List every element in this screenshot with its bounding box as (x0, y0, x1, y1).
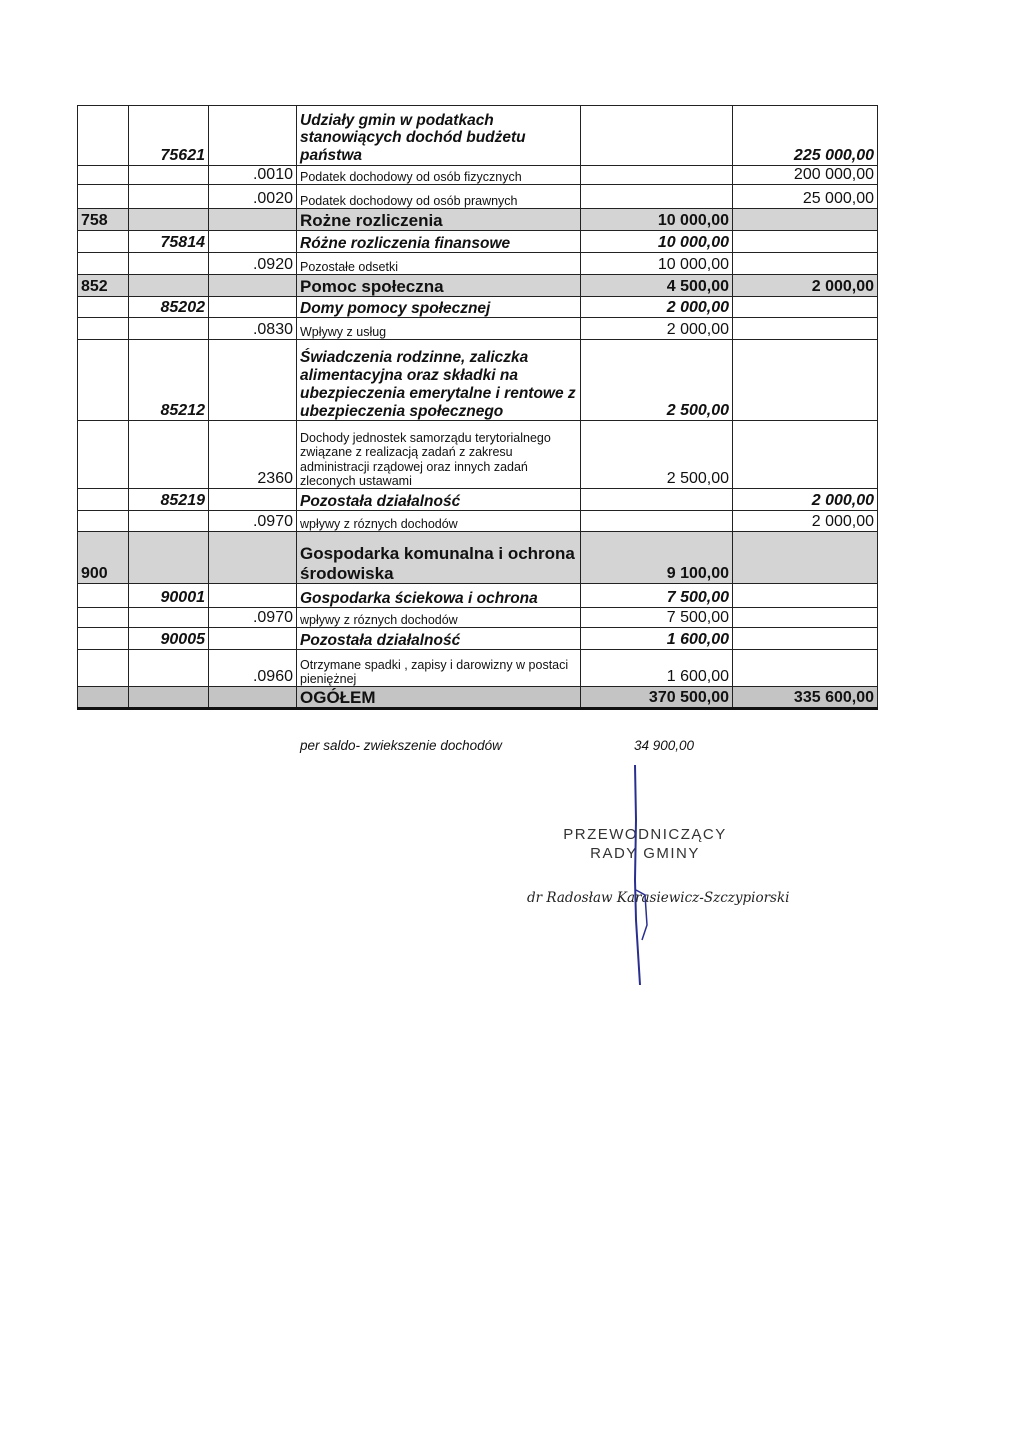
amount-cell: 1 600,00 (581, 650, 733, 687)
rozdzial-cell: 85202 (129, 297, 209, 318)
paragraf-cell (209, 628, 297, 650)
paragraf-cell: .0960 (209, 650, 297, 687)
amount-cell: 2 000,00 (581, 318, 733, 340)
amount-cell (733, 318, 878, 340)
budget-table (77, 105, 878, 710)
description-cell: Dochody jednostek samorządu terytorialnego związane z realizacją zadań z zakresu administracji rządowej oraz innych zadań zleconych ustawami (297, 421, 581, 489)
amount-cell (733, 231, 878, 253)
table-row (78, 297, 878, 318)
rozdzial-cell (129, 253, 209, 275)
rozdzial-cell: 90001 (129, 584, 209, 608)
amount-cell (581, 489, 733, 511)
paragraf-cell (209, 687, 297, 709)
dzial-cell (78, 628, 129, 650)
description-cell: Pozostała działalność (297, 489, 581, 511)
saldo-label: per saldo- zwiekszenie dochodów (300, 738, 502, 753)
saldo-value: 34 900,00 (634, 738, 695, 753)
amount-cell: 4 500,00 (581, 275, 733, 297)
paragraf-cell: 2360 (209, 421, 297, 489)
amount-cell: 10 000,00 (581, 231, 733, 253)
amount-cell: 200 000,00 (733, 166, 878, 185)
dzial-cell (78, 687, 129, 709)
amount-cell: 2 500,00 (581, 340, 733, 421)
description-cell: wpływy z róznych dochodów (297, 608, 581, 628)
rozdzial-cell: 75814 (129, 231, 209, 253)
table-row (78, 584, 878, 608)
paragraf-cell: .0920 (209, 253, 297, 275)
amount-cell: 7 500,00 (581, 608, 733, 628)
rozdzial-cell (129, 209, 209, 231)
amount-cell (733, 297, 878, 318)
dzial-cell (78, 231, 129, 253)
amount-cell (733, 532, 878, 584)
dzial-cell (78, 106, 129, 166)
amount-cell: 25 000,00 (733, 185, 878, 209)
dzial-cell (78, 584, 129, 608)
paragraf-cell (209, 231, 297, 253)
paragraf-cell (209, 532, 297, 584)
table-row (78, 628, 878, 650)
rozdzial-cell (129, 687, 209, 709)
total-amount: 370 500,00 (581, 687, 733, 709)
rozdzial-cell (129, 318, 209, 340)
table-row (78, 421, 878, 489)
total-amount: 335 600,00 (733, 687, 878, 709)
description-cell: Podatek dochodowy od osób fizycznych (297, 166, 581, 185)
table-row (78, 489, 878, 511)
description-cell: Udziały gmin w podatkach stanowiących dochód budżetu państwa (297, 106, 581, 166)
description-cell: Różne rozliczenia finansowe (297, 231, 581, 253)
signer-name: dr Radosław Karasiewicz-Szczypiorski (527, 890, 790, 906)
rozdzial-cell (129, 532, 209, 584)
table-row (78, 650, 878, 687)
table-row (78, 340, 878, 421)
amount-cell (733, 421, 878, 489)
dzial-cell (78, 650, 129, 687)
amount-cell (581, 185, 733, 209)
description-cell: Wpływy z usług (297, 318, 581, 340)
total-label: OGÓŁEM (297, 687, 581, 709)
rozdzial-cell (129, 650, 209, 687)
paragraf-cell (209, 340, 297, 421)
amount-cell (581, 511, 733, 532)
table-row (78, 106, 878, 166)
description-cell: Pomoc społeczna (297, 275, 581, 297)
description-cell: Domy pomocy społecznej (297, 297, 581, 318)
amount-cell (581, 106, 733, 166)
dzial-cell (78, 421, 129, 489)
amount-cell: 7 500,00 (581, 584, 733, 608)
amount-cell (733, 628, 878, 650)
amount-cell: 10 000,00 (581, 209, 733, 231)
rozdzial-cell (129, 511, 209, 532)
amount-cell: 10 000,00 (581, 253, 733, 275)
dzial-cell: 900 (78, 532, 129, 584)
table-row (78, 532, 878, 584)
amount-cell (733, 340, 878, 421)
amount-cell (733, 584, 878, 608)
dzial-cell (78, 608, 129, 628)
paragraf-cell: .0830 (209, 318, 297, 340)
amount-cell: 2 000,00 (733, 275, 878, 297)
description-cell: Rożne rozliczenia (297, 209, 581, 231)
description-cell: Gospodarka ściekowa i ochrona (297, 584, 581, 608)
amount-cell: 2 500,00 (581, 421, 733, 489)
table-row (78, 166, 878, 185)
description-cell: Świadczenia rodzinne, zaliczka alimentacyjna oraz składki na ubezpieczenia emerytalne i rentowe z ubezpieczenia społecznego (297, 340, 581, 421)
amount-cell (733, 209, 878, 231)
description-cell: Otrzymane spadki , zapisy i darowizny w postaci pieniężnej (297, 650, 581, 687)
dzial-cell: 852 (78, 275, 129, 297)
paragraf-cell (209, 297, 297, 318)
table-row (78, 608, 878, 628)
description-cell: Gospodarka komunalna i ochrona środowiska (297, 532, 581, 584)
amount-cell: 9 100,00 (581, 532, 733, 584)
paragraf-cell (209, 489, 297, 511)
paragraf-cell (209, 106, 297, 166)
rozdzial-cell (129, 421, 209, 489)
rozdzial-cell (129, 275, 209, 297)
table-row (78, 231, 878, 253)
stamp-title: PRZEWODNICZĄCY (563, 826, 727, 843)
description-cell: Pozostała działalność (297, 628, 581, 650)
amount-cell: 2 000,00 (581, 297, 733, 318)
dzial-cell (78, 340, 129, 421)
total-row (78, 687, 878, 709)
amount-cell: 2 000,00 (733, 511, 878, 532)
paragraf-cell: .0010 (209, 166, 297, 185)
amount-cell (733, 650, 878, 687)
dzial-cell (78, 297, 129, 318)
rozdzial-cell: 85212 (129, 340, 209, 421)
table-row (78, 253, 878, 275)
dzial-cell (78, 185, 129, 209)
dzial-cell (78, 253, 129, 275)
rozdzial-cell: 75621 (129, 106, 209, 166)
amount-cell (581, 166, 733, 185)
paragraf-cell (209, 209, 297, 231)
paragraf-cell: .0970 (209, 511, 297, 532)
rozdzial-cell (129, 166, 209, 185)
table-row (78, 275, 878, 297)
description-cell: Podatek dochodowy od osób prawnych (297, 185, 581, 209)
rozdzial-cell: 85219 (129, 489, 209, 511)
rozdzial-cell (129, 185, 209, 209)
dzial-cell: 758 (78, 209, 129, 231)
amount-cell: 2 000,00 (733, 489, 878, 511)
amount-cell: 1 600,00 (581, 628, 733, 650)
table-row (78, 511, 878, 532)
description-cell: Pozostałe odsetki (297, 253, 581, 275)
amount-cell: 225 000,00 (733, 106, 878, 166)
paragraf-cell (209, 275, 297, 297)
dzial-cell (78, 489, 129, 511)
dzial-cell (78, 318, 129, 340)
amount-cell (733, 608, 878, 628)
paragraf-cell: .0970 (209, 608, 297, 628)
description-cell: wpływy z róznych dochodów (297, 511, 581, 532)
paragraf-cell: .0020 (209, 185, 297, 209)
table-row (78, 185, 878, 209)
rozdzial-cell: 90005 (129, 628, 209, 650)
rozdzial-cell (129, 608, 209, 628)
dzial-cell (78, 166, 129, 185)
paragraf-cell (209, 584, 297, 608)
table-row (78, 318, 878, 340)
stamp-subtitle: RADY GMINY (590, 845, 700, 862)
dzial-cell (78, 511, 129, 532)
signature-mark (600, 760, 670, 1000)
amount-cell (733, 253, 878, 275)
table-row (78, 209, 878, 231)
